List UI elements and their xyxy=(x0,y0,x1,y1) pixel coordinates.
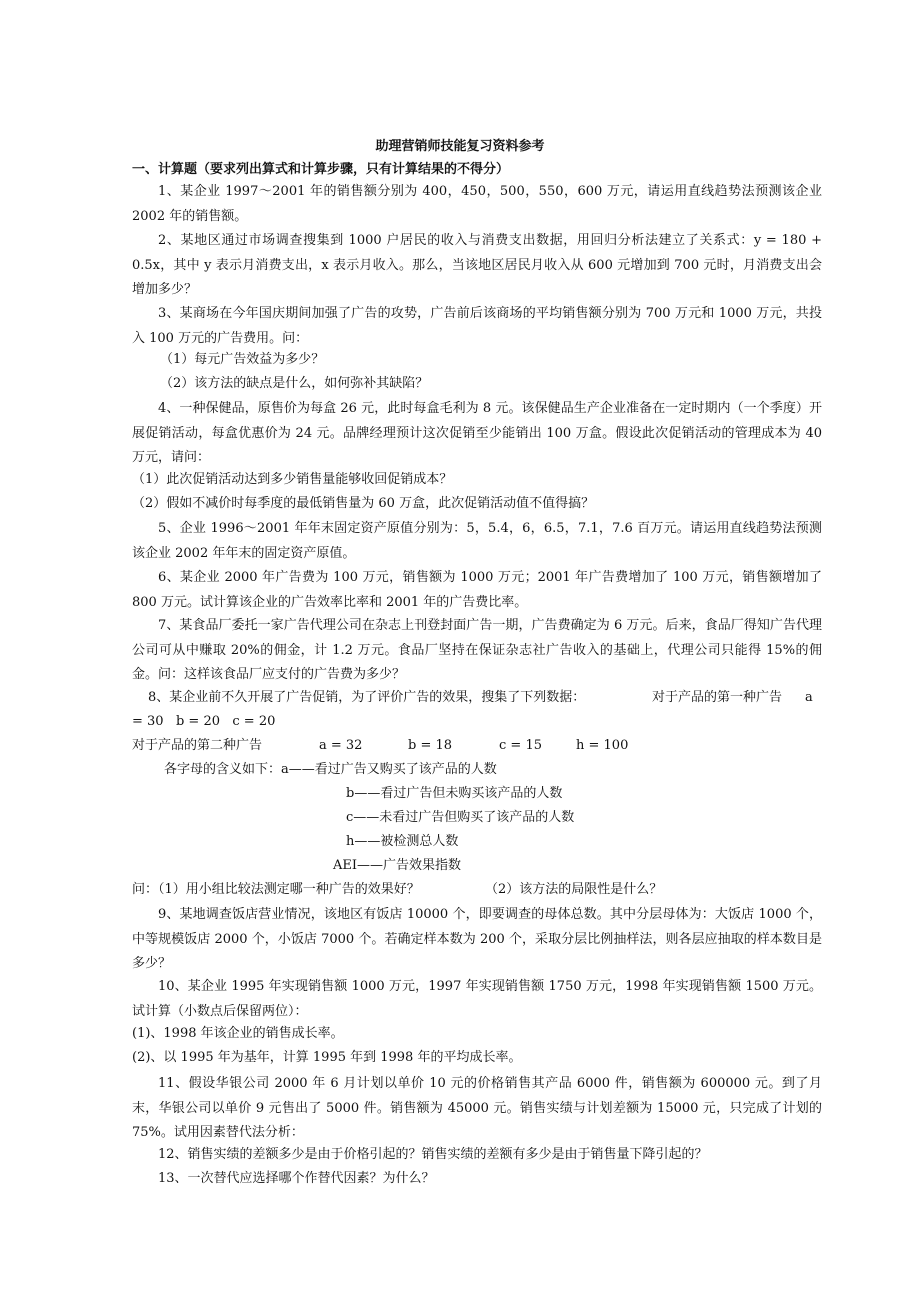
question-10-sub-2: (2)、以 1995 年为基年，计算 1995 年到 1998 年的平均成长率。 xyxy=(132,1050,522,1065)
question-10: 10、某企业 1995 年实现销售额 1000 万元，1997 年实现销售额 1750 万元，1998 年实现销售额 1500 万元。试计算（小数点后保留两位）： xyxy=(132,979,822,1019)
question-10-sub-1: (1)、1998 年该企业的销售成长率。 xyxy=(132,1026,344,1041)
question-8-ad2-h: h = 100 xyxy=(576,738,629,753)
question-4: 4、一种保健品，原售价为每盒 26 元，此时每盒毛利为 8 元。该保健品生产企业准备在一定时期内（一个季度）开展促销活动，每盒优惠价为 24 元。品牌经理预计这次促销至少能销出 100 万盒。假设此次促销活动的管理成本为 40 万元，请问： xyxy=(132,401,827,465)
question-8-ad1-label: 对于产品的第一种广告 xyxy=(652,690,783,705)
question-3-sub-2: （2）该方法的缺点是什么，如何弥补其缺陷？ xyxy=(160,376,429,391)
question-8-ad1-a: a xyxy=(805,690,813,705)
question-8-definition-intro: 各字母的含义如下：a——看过广告又购买了该产品的人数 xyxy=(164,762,497,777)
question-8-intro: 8、某企业前不久开展了广告促销，为了评价广告的效果，搜集了下列数据： xyxy=(148,690,586,705)
question-3-sub-1: （1）每元广告效益为多少？ xyxy=(160,352,325,367)
question-8-ad1-values: = 30 b = 20 c = 20 xyxy=(132,714,276,729)
question-11: 11、假设华银公司 2000 年 6 月计划以单价 10 元的价格销售其产品 6000 件，销售额为 600000 元。到了月末，华银公司以单价 9 元售出了 5000 件。销售额为 45000 元。销售实绩与计划差额为 15000 元，只完成了计划的 75%。试用因素替代法分析： xyxy=(132,1076,827,1140)
question-8-question-1: 问：（1）用小组比较法测定哪一种广告的效果好？ xyxy=(132,882,420,897)
question-8-question-2: （2）该方法的局限性是什么？ xyxy=(485,882,663,897)
question-8-definition-aei: AEI——广告效果指数 xyxy=(333,858,462,873)
question-8-definition-h: h——被检测总人数 xyxy=(346,834,459,849)
section-heading: 一、计算题（要求列出算式和计算步骤，只有计算结果的不得分） xyxy=(132,162,510,177)
document-title: 助理营销师技能复习资料参考 xyxy=(375,139,545,154)
question-3: 3、某商场在今年国庆期间加强了广告的攻势，广告前后该商场的平均销售额分别为 700 万元和 1000 万元，共投入 100 万元的广告费用。问： xyxy=(132,306,822,346)
question-9: 9、某地调查饭店营业情况，该地区有饭店 10000 个，即要调查的母体总数。其中分层母体为：大饭店 1000 个，中等规模饭店 2000 个，小饭店 7000 个。若确定样本数为 200 个，采取分层比例抽样法，则各层应抽取的样本数目是多少？ xyxy=(132,907,822,971)
question-1: 1、某企业 1997～2001 年的销售额分别为 400，450，500，550，600 万元，请运用直线趋势法预测该企业 2002 年的销售额。 xyxy=(132,184,827,224)
question-4-sub-1: （1）此次促销活动达到多少销售量能够收回促销成本？ xyxy=(132,472,453,487)
question-8-ad2-label: 对于产品的第二种广告 xyxy=(132,738,263,753)
question-8-definition-c: c——未看过广告但购买了该产品的人数 xyxy=(346,810,575,825)
question-6: 6、某企业 2000 年广告费为 100 万元，销售额为 1000 万元；2001 年广告费增加了 100 万元，销售额增加了 800 万元。试计算该企业的广告效率比率和 2001 年的广告费比率。 xyxy=(132,570,827,610)
question-7: 7、某食品厂委托一家广告代理公司在杂志上刊登封面广告一期，广告费确定为 6 万元。后来，食品厂得知广告代理公司可从中赚取 20%的佣金，计 1.2 万元。食品厂坚持在保证杂志社广告收入的基础上，代理公司只能得 15%的佣金。问：这样该食品厂应支付的广告费为多少？ xyxy=(132,618,822,682)
question-8-definition-b: b——看过广告但未购买该产品的人数 xyxy=(346,786,563,801)
question-8-ad2-a: a = 32 xyxy=(319,738,363,753)
question-13: 13、一次替代应选择哪个作替代因素？为什么？ xyxy=(158,1171,435,1186)
question-8-ad2-b: b = 18 xyxy=(408,738,453,753)
question-5: 5、企业 1996～2001 年年末固定资产原值分别为：5，5.4，6，6.5，7.1，7.6 百万元。请运用直线趋势法预测该企业 2002 年年末的固定资产原值。 xyxy=(132,521,822,561)
question-8-ad2-c: c = 15 xyxy=(499,738,542,753)
question-12: 12、销售实绩的差额多少是由于价格引起的？销售实绩的差额有多少是由于销售量下降引起的？ xyxy=(158,1147,708,1162)
question-2: 2、某地区通过市场调查搜集到 1000 户居民的收入与消费支出数据，用回归分析法建立了关系式：y = 180 + 0.5x，其中 y 表示月消费支出，x 表示月收入。那么，当该地区居民月收入从 600 元增加到 700 元时，月消费支出会增加多少？ xyxy=(132,233,827,297)
question-4-sub-2: （2）假如不减价时每季度的最低销售量为 60 万盒，此次促销活动值不值得搞？ xyxy=(132,496,595,511)
